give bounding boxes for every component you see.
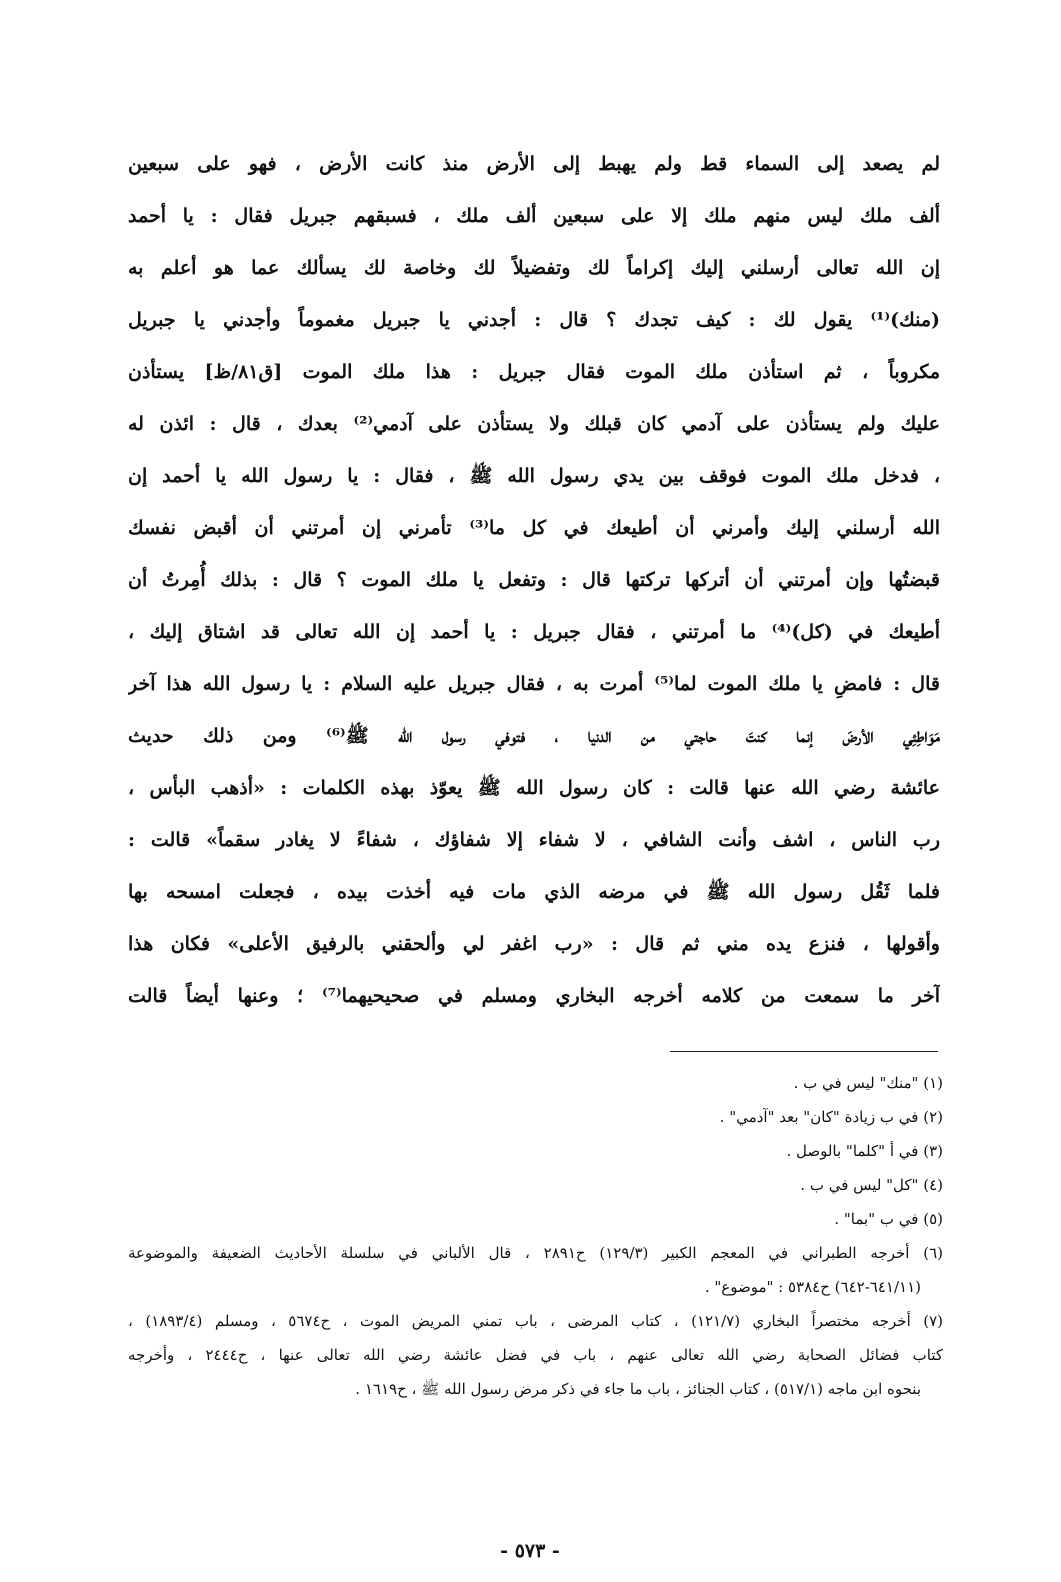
text-line: الله أرسلني إليك وأمرني أن أطيعك في كل ما⁽³⁾ تأمرني إن أمرتني أن أقبض نفسك xyxy=(128,517,940,539)
footnote-1: (١) "منك" ليس في ب . xyxy=(793,1074,943,1092)
text-line: عليك ولم يستأذن على آدمي كان قبلك ولا يستأذن على آدمي⁽²⁾ بعدك ، قال : ائذن له xyxy=(128,413,940,435)
footnote-7: (٧) أخرجه مختصراً البخاري (١٢١/٧) ، كتاب المرضى ، باب تمني المريض الموت ، ح٥٦٧٤ ، ومسلم (١٨٩٣/٤) ، xyxy=(128,1312,943,1330)
text-line: لم يصعد إلى السماء قط ولم يهبط إلى الأرض منذ كانت الأرض ، فهو على سبعين xyxy=(128,153,940,175)
text-line: عائشة رضي الله عنها قالت : كان رسول الله ﷺ يعوّذ بهذه الكلمات : «أذهب البأس ، xyxy=(128,777,940,799)
text-line: فلما ثَقُل رسول الله ﷺ في مرضه الذي مات فيه أخذت بيده ، فجعلت امسحه بها xyxy=(128,881,940,903)
footnote-3: (٣) في أ "كلما" بالوصل . xyxy=(786,1142,943,1160)
main-text-block xyxy=(128,138,940,1022)
text-line: أطيعك في (كل)⁽⁴⁾ ما أمرتني ، فقال جبريل : يا أحمد إن الله تعالى قد اشتاق إليك ، xyxy=(128,621,940,643)
page-number: - ٥٧٣ - xyxy=(500,1540,560,1562)
text-line: آخر ما سمعت من كلامه أخرجه البخاري ومسلم في صحيحيهما⁽⁷⁾ ؛ وعنها أيضاً قالت xyxy=(128,985,940,1007)
text-line: ، فدخل ملك الموت فوقف بين يدي رسول الله ﷺ ، فقال : يا رسول الله يا أحمد إن xyxy=(128,465,940,487)
footnote-2: (٢) في ب زيادة "كان" بعد "آدمي" . xyxy=(719,1108,943,1126)
footnote-separator xyxy=(670,1051,938,1052)
text-line: ألف ملك ليس منهم ملك إلا على سبعين ألف ملك ، فسبقهم جبريل فقال : يا أحمد xyxy=(128,205,940,227)
text-line: إن الله تعالى أرسلني إليك إكراماً لك وتفضيلاً لك وخاصة لك يسألك عما هو أعلم به xyxy=(128,257,940,279)
text-line: قبضتُها وإن أمرتني أن أتركها تركتها قال : وتفعل يا ملك الموت ؟ قال : بذلك أُمِرتُ أن xyxy=(128,569,940,591)
text-line: (منك)⁽¹⁾ يقول لك : كيف تجدك ؟ قال : أجدني يا جبريل مغموماً وأجدني يا جبريل xyxy=(128,309,940,331)
text-line: قال : فامضِ يا ملك الموت لما⁽⁵⁾ أمرت به ، فقال جبريل عليه السلام : يا رسول الله هذا آخر xyxy=(128,673,940,695)
text-line: مَوَاطِئِي الأرضَ إنما كنتَ حاجتي من الدنيا ، فتوفي رسول الله ﷺ⁽⁶⁾ ومن ذلك حديث xyxy=(128,725,940,747)
text-line: رب الناس ، اشف وأنت الشافي ، لا شفاء إلا شفاؤك ، شفاءً لا يغادر سقماً» قالت : xyxy=(128,829,940,851)
text-line: وأقولها ، فنزع يده مني ثم قال : «رب اغفر لي وألحقني بالرفيق الأعلى» فكان هذا xyxy=(128,933,940,955)
text-line: مكروباً ، ثم استأذن ملك الموت فقال جبريل : هذا ملك الموت [ق٨١/ظ] يستأذن xyxy=(128,361,940,383)
footnote-7-continued: كتاب فضائل الصحابة رضي الله تعالى عنهم ، باب في فضل عائشة رضي الله تعالى عنها ، ح٢٤٤٤ ، وأخرجه xyxy=(128,1346,943,1364)
footnote-6-continued: (٦٤١/١١-٦٤٢) ح٥٣٨٤ : "موضوع" . xyxy=(704,1278,921,1296)
footnote-5: (٥) في ب "بما" . xyxy=(834,1210,943,1228)
footnote-6: (٦) أخرجه الطبراني في المعجم الكبير (١٢٩/٣) ح٢٨٩١ ، قال الألباني في سلسلة الأحاديث الضعيفة والموضوعة xyxy=(128,1244,943,1262)
footnote-4: (٤) "كل" ليس في ب . xyxy=(800,1176,943,1194)
footnotes xyxy=(128,1066,943,1406)
footnote-7-continued: بنحوه ابن ماجه (٥١٧/١) ، كتاب الجنائز ، باب ما جاء في ذكر مرض رسول الله ﷺ ، ح١٦١٩ . xyxy=(355,1380,921,1398)
